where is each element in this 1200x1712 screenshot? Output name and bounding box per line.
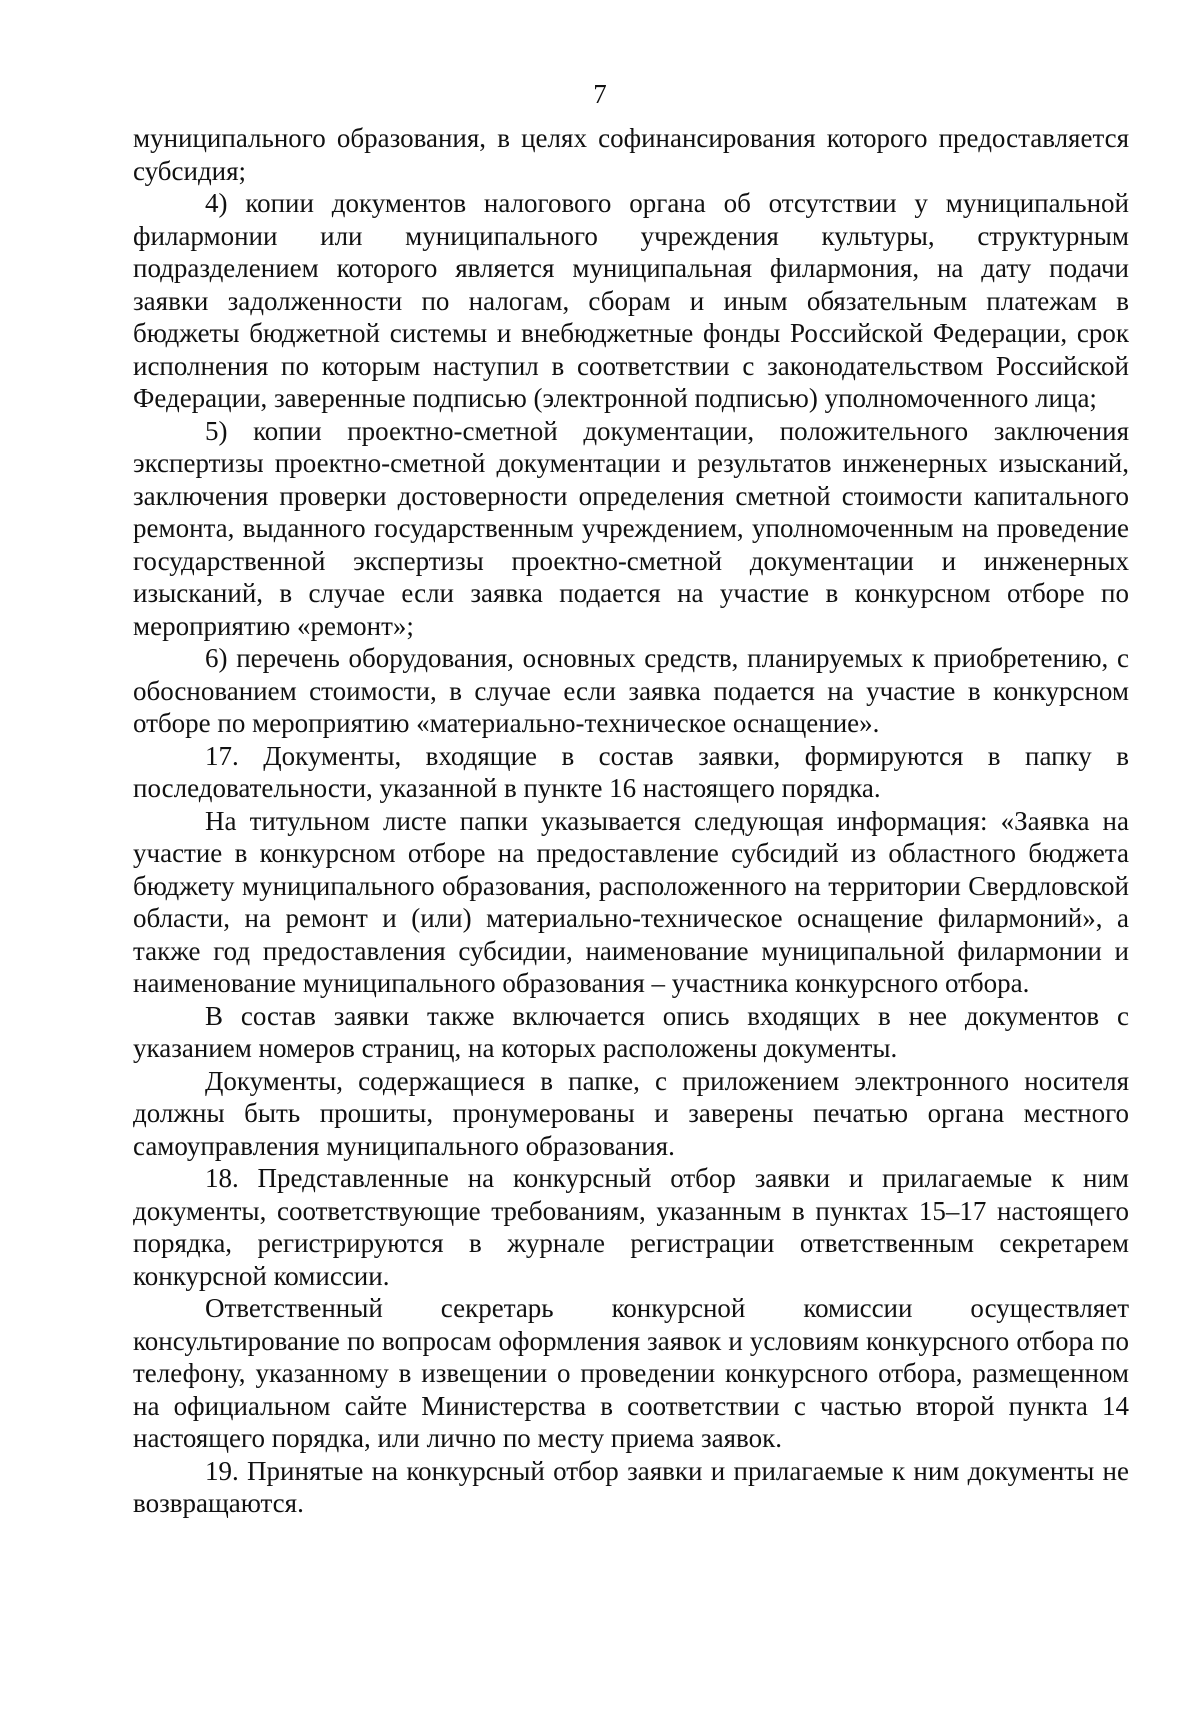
- paragraph-inventory: В состав заявки также включается опись входящих в нее документов с указанием номеров страниц, на которых расположены документы.: [133, 1000, 1129, 1063]
- document-body: [133, 122, 1129, 1520]
- paragraph-item-5: 5) копии проектно-сметной документации, положительного заключения экспертизы проектно-сметной документации и результатов инженерных изысканий, заключения проверки достоверности определения сметной стоимости капитального ремонта, выданного государственным учреждением, уполномоченным на проведение государственной экспертизы проектно-сметной документации и инженерных изысканий, в случае если заявка подается на участие в конкурсном отборе по мероприятию «ремонт»;: [133, 415, 1129, 641]
- paragraph-item-6: 6) перечень оборудования, основных средств, планируемых к приобретению, с обоснованием стоимости, в случае если заявка подается на участие в конкурсном отборе по мероприятию «материально-техническое оснащение».: [133, 643, 1129, 738]
- paragraph-clause-18: 18. Представленные на конкурсный отбор заявки и прилагаемые к ним документы, соответствующие требованиям, указанным в пунктах 15–17 настоящего порядка, регистрируются в журнале регистрации ответственным секретарем конкурсной комиссии.: [133, 1163, 1129, 1291]
- paragraph-secretary: Ответственный секретарь конкурсной комиссии осуществляет консультирование по вопросам оформления заявок и условиям конкурсного отбора по телефону, указанному в извещении о проведении конкурсного отбора, размещенном на официальном сайте Министерства в соответствии с частью второй пункта 14 настоящего порядка, или лично по месту приема заявок.: [133, 1293, 1129, 1453]
- page-number: 7: [593, 79, 607, 109]
- paragraph-clause-17: 17. Документы, входящие в состав заявки, формируются в папку в последовательности, указанной в пункте 16 настоящего порядка.: [133, 740, 1129, 803]
- paragraph-clause-19: 19. Принятые на конкурсный отбор заявки и прилагаемые к ним документы не возвращаются.: [133, 1455, 1129, 1518]
- paragraph-continuation: муниципального образования, в целях софинансирования которого предоставляется субсидия;: [133, 123, 1129, 186]
- paragraph-binding: Документы, содержащиеся в папке, с приложением электронного носителя должны быть прошиты, пронумерованы и заверены печатью органа местного самоуправления муниципального образования.: [133, 1065, 1129, 1161]
- paragraph-item-4: 4) копии документов налогового органа об отсутствии у муниципальной филармонии или муниципального учреждения культуры, структурным подразделением которого является муниципальная филармония, на дату подачи заявки задолженности по налогам, сборам и иным обязательным платежам в бюджеты бюджетной системы и внебюджетные фонды Российской Федерации, срок исполнения по которым наступил в соответствии с законодательством Российской Федерации, заверенные подписью (электронной подписью) уполномоченного лица;: [133, 188, 1129, 413]
- paragraph-title-sheet: На титульном листе папки указывается следующая информация: «Заявка на участие в конкурсном отборе на предоставление субсидий из областного бюджета бюджету муниципального образования, расположенного на территории Свердловской области, на ремонт и (или) материально-техническое оснащение филармоний», а также год предоставления субсидии, наименование муниципальной филармонии и наименование муниципального образования – участника конкурсного отбора.: [133, 805, 1129, 998]
